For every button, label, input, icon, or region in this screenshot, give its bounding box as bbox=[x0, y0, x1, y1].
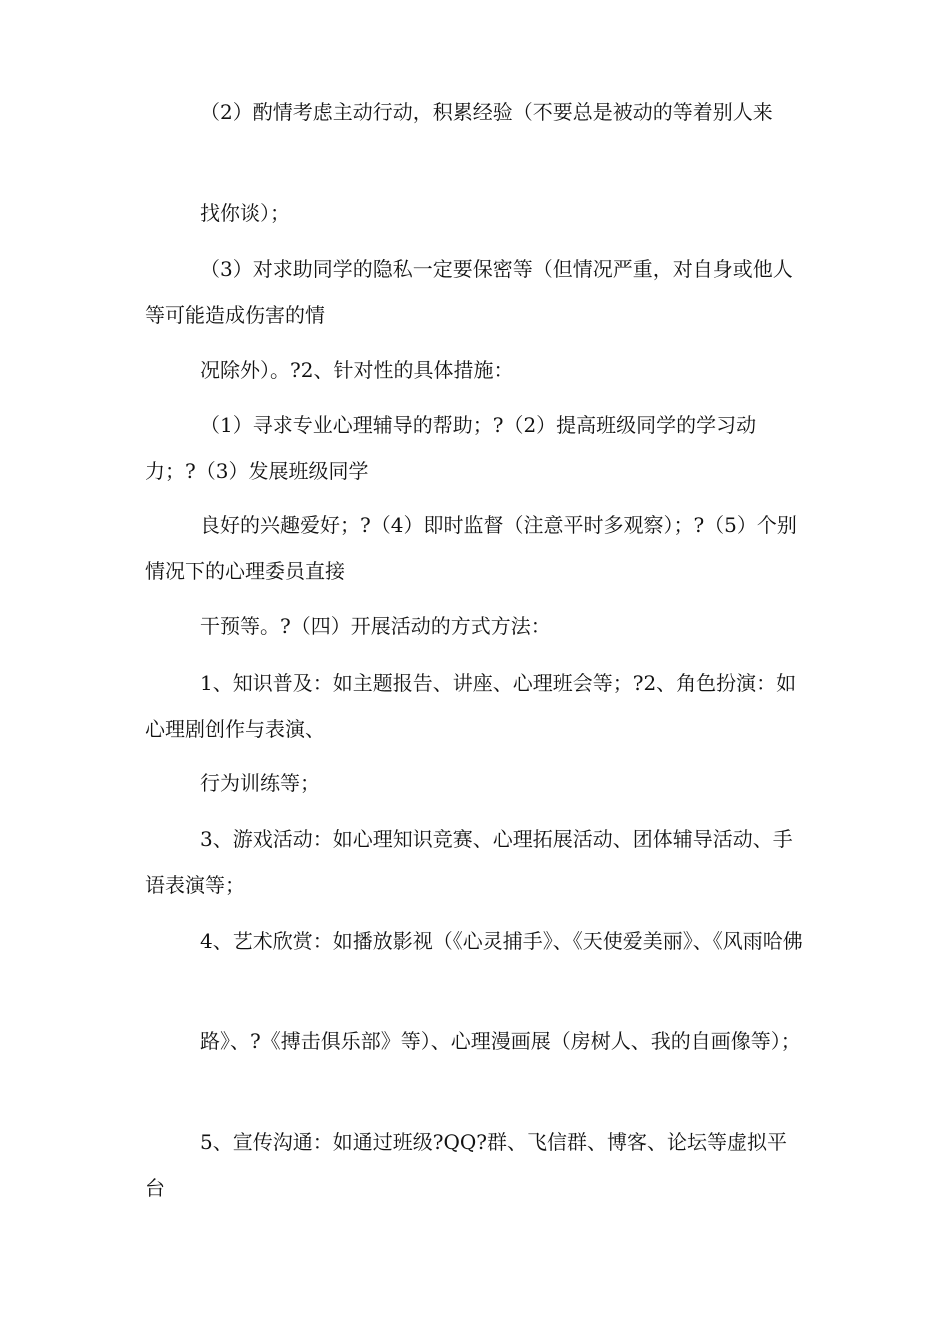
paragraph-12: 路》、?《搏击俱乐部》等）、心理漫画展（房树人、我的自画像等）； bbox=[200, 1029, 801, 1053]
paragraph-9: 行为训练等； bbox=[200, 771, 320, 795]
paragraph-5: （1）寻求专业心理辅导的帮助；?（2）提高班级同学的学习动力；?（3）发展班级同学 bbox=[145, 413, 757, 483]
paragraph-13: 5、宣传沟通：如通过班级?QQ?群、飞信群、博客、论坛等虚拟平台 bbox=[145, 1130, 787, 1200]
paragraph-7: 干预等。?（四）开展活动的方式方法： bbox=[200, 614, 551, 638]
paragraph-11: 4、艺术欣赏：如播放影视（《心灵捕手》、《天使爱美丽》、《风雨哈佛 bbox=[200, 929, 803, 953]
paragraph-8: 1、知识普及：如主题报告、讲座、心理班会等；?2、角色扮演：如心理剧创作与表演、 bbox=[145, 671, 797, 741]
paragraph-1: （2）酌情考虑主动行动，积累经验（不要总是被动的等着别人来 bbox=[200, 100, 773, 124]
paragraph-3: （3）对求助同学的隐私一定要保密等（但情况严重，对自身或他人等可能造成伤害的情 bbox=[145, 257, 793, 327]
paragraph-2: 找你谈）； bbox=[200, 201, 290, 225]
paragraph-10: 3、游戏活动：如心理知识竞赛、心理拓展活动、团体辅导活动、手语表演等； bbox=[145, 827, 793, 897]
paragraph-6: 良好的兴趣爱好；?（4）即时监督（注意平时多观察）；?（5）个别情况下的心理委员直接 bbox=[145, 513, 797, 583]
paragraph-4: 况除外）。?2、针对性的具体措施： bbox=[200, 358, 514, 382]
